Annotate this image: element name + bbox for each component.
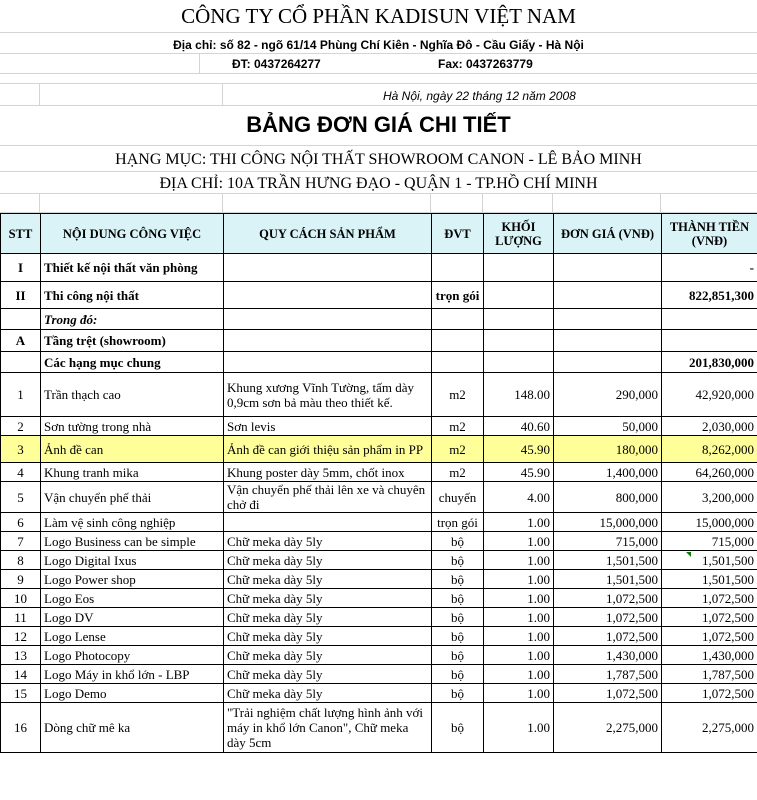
table-row bbox=[1, 513, 757, 532]
cell-content: Logo DV bbox=[41, 608, 224, 627]
cell-content: Ảnh đề can bbox=[41, 436, 224, 463]
cell-qty bbox=[484, 330, 554, 352]
cell-stt: I bbox=[1, 254, 41, 282]
cell-unit: bộ bbox=[432, 532, 484, 551]
cell-spec bbox=[224, 309, 432, 330]
cell-unit bbox=[432, 352, 484, 373]
col-header-price: ĐƠN GIÁ (VNĐ) bbox=[554, 214, 662, 254]
cell-stt: 11 bbox=[1, 608, 41, 627]
cell-qty: 1.00 bbox=[484, 589, 554, 608]
cell-price: 1,430,000 bbox=[554, 646, 662, 665]
table-row bbox=[1, 608, 757, 627]
cell-spec: Chữ meka dày 5ly bbox=[224, 608, 432, 627]
table-row bbox=[1, 684, 757, 703]
cell-content: Thiết kế nội thất văn phòng bbox=[41, 254, 224, 282]
cell-unit: bộ bbox=[432, 608, 484, 627]
cell-price: 1,072,500 bbox=[554, 608, 662, 627]
cell-qty bbox=[484, 309, 554, 330]
cell-qty bbox=[484, 254, 554, 282]
project-category: HẠNG MỤC: THI CÔNG NỘI THẤT SHOWROOM CANON - LÊ BẢO MINH bbox=[115, 151, 642, 168]
company-fax: Fax: 0437263779 bbox=[438, 57, 533, 71]
cell-stt: 7 bbox=[1, 532, 41, 551]
cell-content: Logo Máy in khổ lớn - LBP bbox=[41, 665, 224, 684]
cell-price: 50,000 bbox=[554, 417, 662, 436]
cell-total bbox=[662, 330, 757, 352]
cell-content: Trần thạch cao bbox=[41, 373, 224, 417]
document-date: Hà Nội, ngày 22 tháng 12 năm 2008 bbox=[383, 89, 576, 103]
col-header-stt: STT bbox=[1, 214, 41, 254]
cell-spec: Chữ meka dày 5ly bbox=[224, 684, 432, 703]
table-row bbox=[1, 532, 757, 551]
company-address: Địa chỉ: số 82 - ngõ 61/14 Phùng Chí Kiên - Nghĩa Đô - Cầu Giấy - Hà Nội bbox=[173, 38, 584, 52]
cell-price: 180,000 bbox=[554, 436, 662, 463]
cell-stt: A bbox=[1, 330, 41, 352]
cell-qty: 40.60 bbox=[484, 417, 554, 436]
cell-total: 64,260,000 bbox=[662, 463, 757, 482]
cell-spec bbox=[224, 352, 432, 373]
cell-unit: chuyến bbox=[432, 482, 484, 513]
cell-total: 1,787,500 bbox=[662, 665, 757, 684]
cell-qty: 1.00 bbox=[484, 608, 554, 627]
cell-total: 2,030,000 bbox=[662, 417, 757, 436]
cell-unit: bộ bbox=[432, 703, 484, 753]
cell-spec: Ảnh đề can giới thiệu sản phẩm in PP bbox=[224, 436, 432, 463]
cell-spec: Chữ meka dày 5ly bbox=[224, 665, 432, 684]
cell-spec: Sơn levis bbox=[224, 417, 432, 436]
cell-unit bbox=[432, 254, 484, 282]
col-header-spec: QUY CÁCH SẢN PHẨM bbox=[224, 214, 432, 254]
cell-spec bbox=[224, 330, 432, 352]
cell-content: Sơn tường trong nhà bbox=[41, 417, 224, 436]
cell-total: 1,072,500 bbox=[662, 589, 757, 608]
cell-qty: 1.00 bbox=[484, 627, 554, 646]
cell-unit: bộ bbox=[432, 646, 484, 665]
cell-stt: 6 bbox=[1, 513, 41, 532]
cell-price: 1,072,500 bbox=[554, 589, 662, 608]
cell-total bbox=[662, 309, 757, 330]
cell-stt: 4 bbox=[1, 463, 41, 482]
cell-qty: 1.00 bbox=[484, 646, 554, 665]
cell-total: 1,072,500 bbox=[662, 608, 757, 627]
table-row bbox=[1, 309, 757, 330]
cell-content: Làm vệ sinh công nghiệp bbox=[41, 513, 224, 532]
cell-unit: m2 bbox=[432, 417, 484, 436]
cell-stt: 16 bbox=[1, 703, 41, 753]
cell-price bbox=[554, 352, 662, 373]
document-title: BẢNG ĐƠN GIÁ CHI TIẾT bbox=[246, 112, 511, 137]
cell-stt: 15 bbox=[1, 684, 41, 703]
cell-price: 15,000,000 bbox=[554, 513, 662, 532]
cell-unit: m2 bbox=[432, 463, 484, 482]
price-table bbox=[0, 213, 757, 753]
cell-total: - bbox=[662, 254, 757, 282]
cell-stt bbox=[1, 309, 41, 330]
cell-stt: 13 bbox=[1, 646, 41, 665]
cell-spec bbox=[224, 513, 432, 532]
table-row bbox=[1, 703, 757, 753]
table-row bbox=[1, 254, 757, 282]
table-row bbox=[1, 417, 757, 436]
cell-spec: "Trải nghiệm chất lượng hình ảnh với máy in khổ lớn Canon", Chữ meka dày 5cm bbox=[224, 703, 432, 753]
table-row bbox=[1, 570, 757, 589]
cell-qty: 1.00 bbox=[484, 570, 554, 589]
cell-price: 1,072,500 bbox=[554, 684, 662, 703]
cell-qty: 1.00 bbox=[484, 703, 554, 753]
col-header-unit: ĐVT bbox=[432, 214, 484, 254]
table-row bbox=[1, 436, 757, 463]
cell-price bbox=[554, 309, 662, 330]
cell-unit: m2 bbox=[432, 436, 484, 463]
comment-marker-icon bbox=[686, 552, 691, 557]
cell-stt: 1 bbox=[1, 373, 41, 417]
table-row bbox=[1, 282, 757, 309]
cell-stt: 12 bbox=[1, 627, 41, 646]
cell-qty bbox=[484, 282, 554, 309]
cell-qty: 4.00 bbox=[484, 482, 554, 513]
table-header-row bbox=[1, 214, 757, 254]
cell-total: 715,000 bbox=[662, 532, 757, 551]
cell-spec: Chữ meka dày 5ly bbox=[224, 627, 432, 646]
cell-stt: 10 bbox=[1, 589, 41, 608]
cell-spec: Chữ meka dày 5ly bbox=[224, 570, 432, 589]
cell-unit: trọn gói bbox=[432, 513, 484, 532]
cell-price: 800,000 bbox=[554, 482, 662, 513]
cell-total: 15,000,000 bbox=[662, 513, 757, 532]
cell-content: Logo Digital Ixus bbox=[41, 551, 224, 570]
cell-price bbox=[554, 330, 662, 352]
cell-price: 290,000 bbox=[554, 373, 662, 417]
cell-price bbox=[554, 282, 662, 309]
table-row bbox=[1, 463, 757, 482]
cell-total: 1,430,000 bbox=[662, 646, 757, 665]
cell-content: Logo Demo bbox=[41, 684, 224, 703]
cell-content: Tầng trệt (showroom) bbox=[41, 330, 224, 352]
col-header-content: NỘI DUNG CÔNG VIỆC bbox=[41, 214, 224, 254]
cell-unit: bộ bbox=[432, 589, 484, 608]
company-phone: ĐT: 0437264277 bbox=[232, 57, 321, 71]
cell-stt: 5 bbox=[1, 482, 41, 513]
cell-spec bbox=[224, 254, 432, 282]
cell-stt: 8 bbox=[1, 551, 41, 570]
cell-content: Vận chuyển phế thải bbox=[41, 482, 224, 513]
col-header-qty: KHỐI LƯỢNG bbox=[484, 214, 554, 254]
project-location: ĐỊA CHỈ: 10A TRẦN HƯNG ĐẠO - QUẬN 1 - TP.HỒ CHÍ MINH bbox=[159, 175, 598, 192]
cell-spec: Chữ meka dày 5ly bbox=[224, 589, 432, 608]
cell-unit: trọn gói bbox=[432, 282, 484, 309]
table-row bbox=[1, 646, 757, 665]
col-header-total: THÀNH TIỀN (VNĐ) bbox=[662, 214, 757, 254]
cell-total: 1,072,500 bbox=[662, 627, 757, 646]
cell-total: 1,501,500 bbox=[662, 570, 757, 589]
table-row bbox=[1, 482, 757, 513]
company-name: CÔNG TY CỔ PHẦN KADISUN VIỆT NAM bbox=[181, 4, 576, 28]
cell-price: 1,400,000 bbox=[554, 463, 662, 482]
cell-unit: bộ bbox=[432, 570, 484, 589]
cell-price bbox=[554, 254, 662, 282]
cell-content: Logo Power shop bbox=[41, 570, 224, 589]
cell-qty: 45.90 bbox=[484, 436, 554, 463]
cell-content: Khung tranh mika bbox=[41, 463, 224, 482]
cell-qty: 1.00 bbox=[484, 532, 554, 551]
cell-total: 201,830,000 bbox=[662, 352, 757, 373]
cell-total: 2,275,000 bbox=[662, 703, 757, 753]
table-row bbox=[1, 627, 757, 646]
cell-stt: II bbox=[1, 282, 41, 309]
cell-price: 715,000 bbox=[554, 532, 662, 551]
table-row bbox=[1, 352, 757, 373]
cell-price: 1,072,500 bbox=[554, 627, 662, 646]
cell-spec: Chữ meka dày 5ly bbox=[224, 532, 432, 551]
cell-spec bbox=[224, 282, 432, 309]
cell-total: 42,920,000 bbox=[662, 373, 757, 417]
cell-price: 1,787,500 bbox=[554, 665, 662, 684]
cell-qty: 148.00 bbox=[484, 373, 554, 417]
cell-total: 8,262,000 bbox=[662, 436, 757, 463]
cell-spec: Khung poster dày 5mm, chốt inox bbox=[224, 463, 432, 482]
cell-unit: bộ bbox=[432, 684, 484, 703]
cell-content: Thi công nội thất bbox=[41, 282, 224, 309]
cell-spec: Khung xương Vĩnh Tường, tấm dày 0,9cm sơn bả màu theo thiết kế. bbox=[224, 373, 432, 417]
cell-content: Trong đó: bbox=[41, 309, 224, 330]
cell-spec: Vận chuyển phế thải lên xe và chuyên chở đi bbox=[224, 482, 432, 513]
table-row bbox=[1, 665, 757, 684]
cell-content: Dòng chữ mê ka bbox=[41, 703, 224, 753]
cell-stt: 9 bbox=[1, 570, 41, 589]
table-row bbox=[1, 330, 757, 352]
cell-content: Logo Photocopy bbox=[41, 646, 224, 665]
table-row bbox=[1, 551, 757, 570]
cell-spec: Chữ meka dày 5ly bbox=[224, 551, 432, 570]
table-row bbox=[1, 373, 757, 417]
cell-unit bbox=[432, 309, 484, 330]
cell-total: 1,501,500 bbox=[662, 551, 757, 570]
cell-content: Logo Eos bbox=[41, 589, 224, 608]
cell-unit: bộ bbox=[432, 627, 484, 646]
cell-qty: 1.00 bbox=[484, 684, 554, 703]
cell-unit bbox=[432, 330, 484, 352]
cell-total: 1,072,500 bbox=[662, 684, 757, 703]
cell-content: Logo Business can be simple bbox=[41, 532, 224, 551]
cell-price: 2,275,000 bbox=[554, 703, 662, 753]
cell-total: 822,851,300 bbox=[662, 282, 757, 309]
cell-price: 1,501,500 bbox=[554, 570, 662, 589]
cell-content: Các hạng mục chung bbox=[41, 352, 224, 373]
table-row bbox=[1, 589, 757, 608]
cell-qty: 45.90 bbox=[484, 463, 554, 482]
cell-qty: 1.00 bbox=[484, 551, 554, 570]
cell-qty: 1.00 bbox=[484, 513, 554, 532]
cell-unit: bộ bbox=[432, 665, 484, 684]
cell-stt: 3 bbox=[1, 436, 41, 463]
cell-total: 3,200,000 bbox=[662, 482, 757, 513]
cell-qty: 1.00 bbox=[484, 665, 554, 684]
cell-content: Logo Lense bbox=[41, 627, 224, 646]
table-body bbox=[1, 254, 757, 753]
cell-stt: 14 bbox=[1, 665, 41, 684]
cell-unit: bộ bbox=[432, 551, 484, 570]
cell-stt: 2 bbox=[1, 417, 41, 436]
cell-unit: m2 bbox=[432, 373, 484, 417]
cell-price: 1,501,500 bbox=[554, 551, 662, 570]
cell-stt bbox=[1, 352, 41, 373]
cell-qty bbox=[484, 352, 554, 373]
cell-spec: Chữ meka dày 5ly bbox=[224, 646, 432, 665]
